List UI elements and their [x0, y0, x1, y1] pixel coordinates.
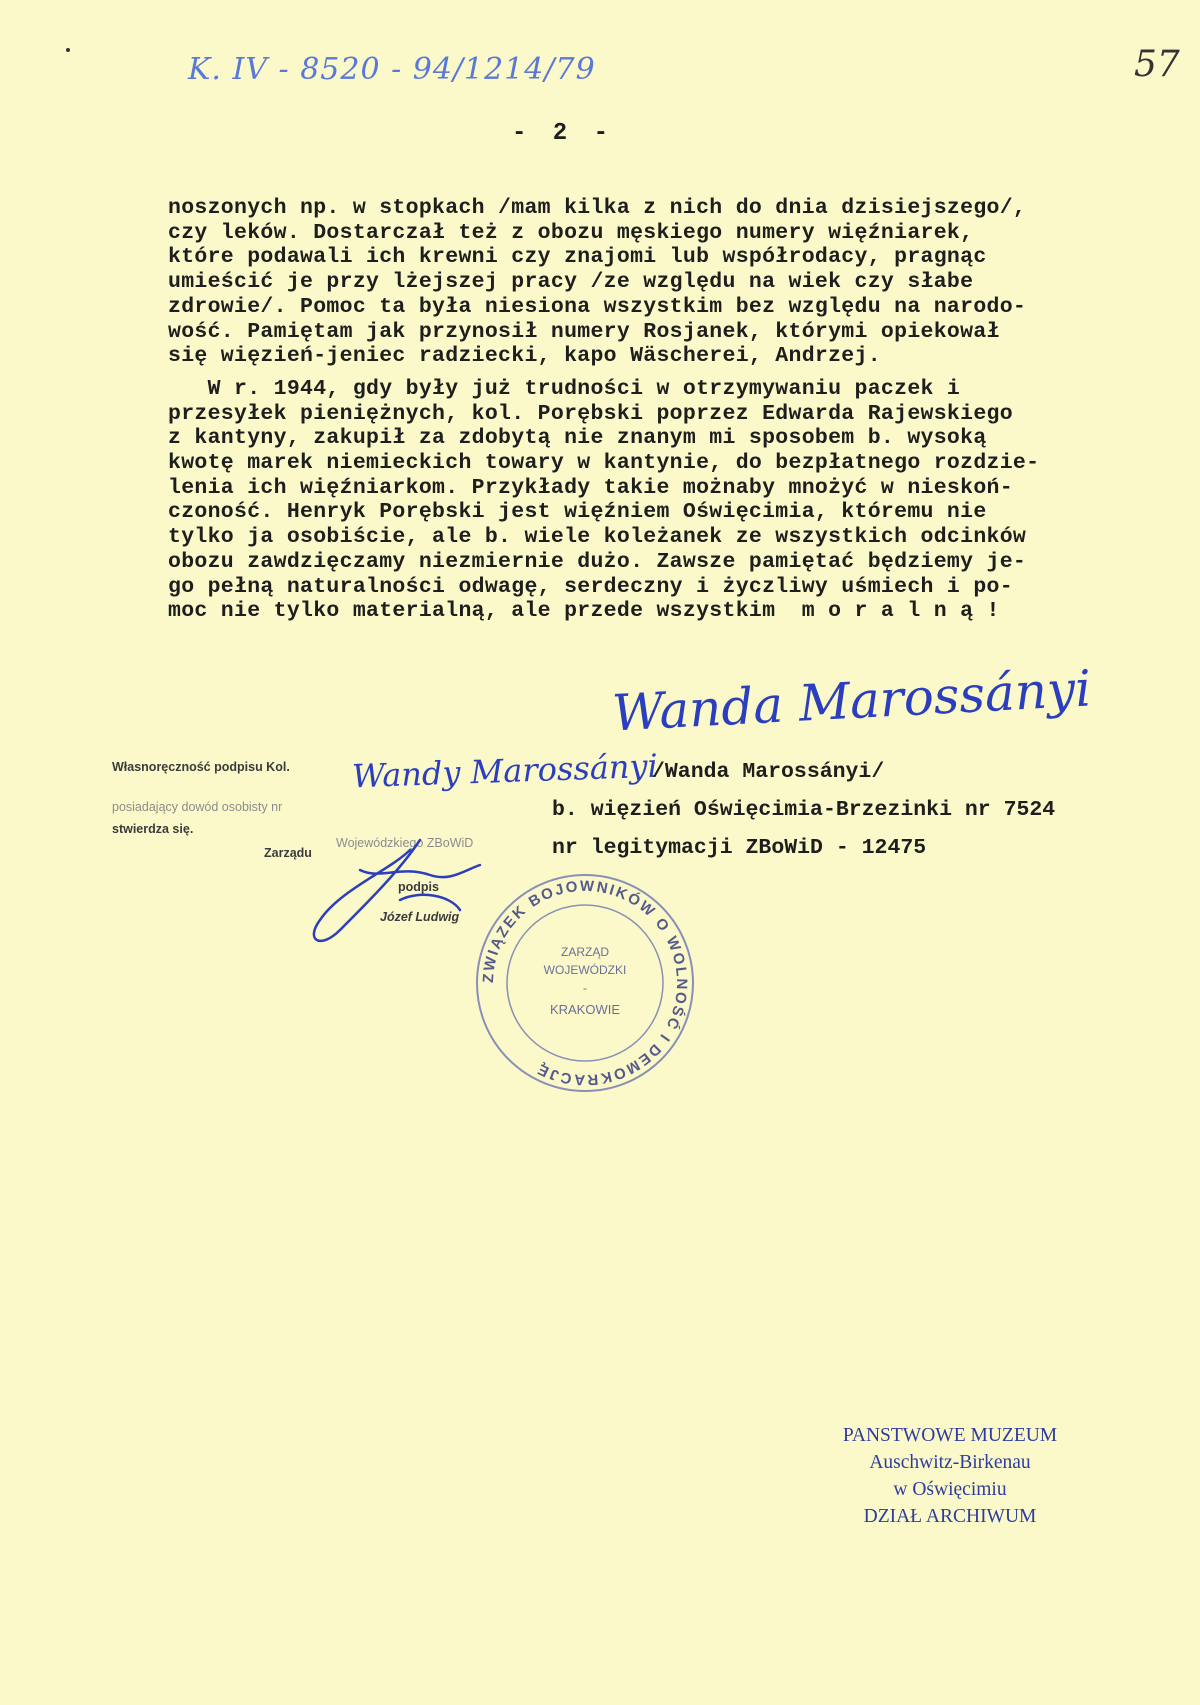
text-line: czy leków. Dostarczał też z obozu męskiego numery więźniarek, [168, 220, 974, 245]
text-line: kwotę marek niemieckich towary w kantynie, do bezpłatnego rozdzie- [168, 451, 1040, 476]
typed-name: /Wanda Marossányi/ [652, 760, 885, 784]
text-line: z kantyny, zakupił za zdobytą nie znanym mi sposobem b. wysoką [168, 426, 987, 451]
stamp-ring-text: ZWIĄZEK BOJOWNIKÓW O WOLNOŚĆ I DEMOKRACJĘ [479, 877, 691, 1089]
stamp-center-line-3: - [583, 981, 587, 995]
text-line: które podawali ich krewni czy znajomi lub współrodacy, pragnąc [168, 245, 987, 270]
stamp-center-line-1: ZARZĄD [561, 945, 609, 959]
text-line: lenia ich więźniarkom. Przykłady takie możnaby mnożyć w nieskoń- [168, 475, 1013, 500]
prisoner-number-line: b. więzień Oświęcimia-Brzezinki nr 7524 [552, 798, 1056, 822]
podpis-label: podpis [398, 880, 439, 894]
stamp-center-line-4: KRAKOWIE [549, 1002, 621, 1017]
text-line: noszonych np. w stopkach /mam kilka z nich do dnia dzisiejszego/, [168, 196, 1027, 220]
membership-number-line: nr legitymacji ZBoWiD - 12475 [552, 836, 927, 860]
letter-body [168, 196, 1188, 624]
text-line: obozu zawdzięczamy niezmiernie dużo. Zawsze pamiętać będziemy je- [168, 549, 1027, 574]
organization-round-stamp [470, 868, 700, 1098]
board-label-faint: Wojewódzkiego ZBoWiD [336, 836, 474, 850]
archive-reference: K. IV - 8520 - 94/1214/79 [188, 52, 596, 87]
museum-line-4: DZIAŁ ARCHIWUM [863, 1506, 1037, 1527]
text-line: go pełną naturalności odwagę, serdeczny i życzliwy uśmiech i po- [168, 574, 1013, 599]
text-line: W r. 1944, gdy były już trudności w otrzymywaniu paczek i [168, 376, 961, 401]
punch-mark [66, 48, 70, 52]
text-line: przesyłek pieniężnych, kol. Porębski poprzez Edwarda Rajewskiego [168, 401, 1013, 426]
certification-label: Własnoręczność podpisu Kol. [112, 760, 290, 774]
text-line: tylko ja osobiście, ale b. wiele koleżanek ze wszystkich odcinków [168, 525, 1027, 550]
board-label: Zarządu [264, 846, 312, 860]
text-line: moc nie tylko materialną, ale przede wszystkim m o r a l n ą ! [168, 599, 1000, 624]
text-line: się więzień-jeniec radziecki, kapo Wäscherei, Andrzej. [168, 344, 881, 369]
text-line: wość. Pamiętam jak przynosił numery Rosjanek, którymi opiekował [168, 319, 1000, 344]
paragraph-1 [168, 196, 1188, 369]
author-signature: Wanda Marossányi [610, 659, 1093, 743]
page-number: - 2 - [512, 120, 615, 147]
id-label: posiadający dowód osobisty nr [112, 800, 283, 814]
text-line: umieścić je przy lżejszej pracy /ze względu na wiek czy słabe [168, 270, 974, 295]
museum-line-2: Auschwitz-Birkenau [869, 1452, 1031, 1473]
text-line: czoność. Henryk Porębski jest więźniem Oświęcimia, któremu nie [168, 500, 987, 525]
folio-number: 57 [1134, 44, 1180, 85]
stamp-center-line-2: WOJEWÓDZKI [543, 963, 627, 977]
paragraph-2 [168, 377, 1188, 624]
official-name: Józef Ludwig [380, 910, 460, 924]
museum-line-1: PANSTWOWE MUZEUM [842, 1425, 1058, 1446]
museum-archive-stamp [770, 1422, 1130, 1530]
confirmation-label: stwierdza się. [112, 822, 194, 836]
handwritten-name: Wandy Marossányi [351, 746, 659, 796]
text-line: zdrowie/. Pomoc ta była niesiona wszystkim bez względu na narodo- [168, 294, 1027, 319]
museum-line-3: w Oświęcimiu [893, 1479, 1007, 1500]
